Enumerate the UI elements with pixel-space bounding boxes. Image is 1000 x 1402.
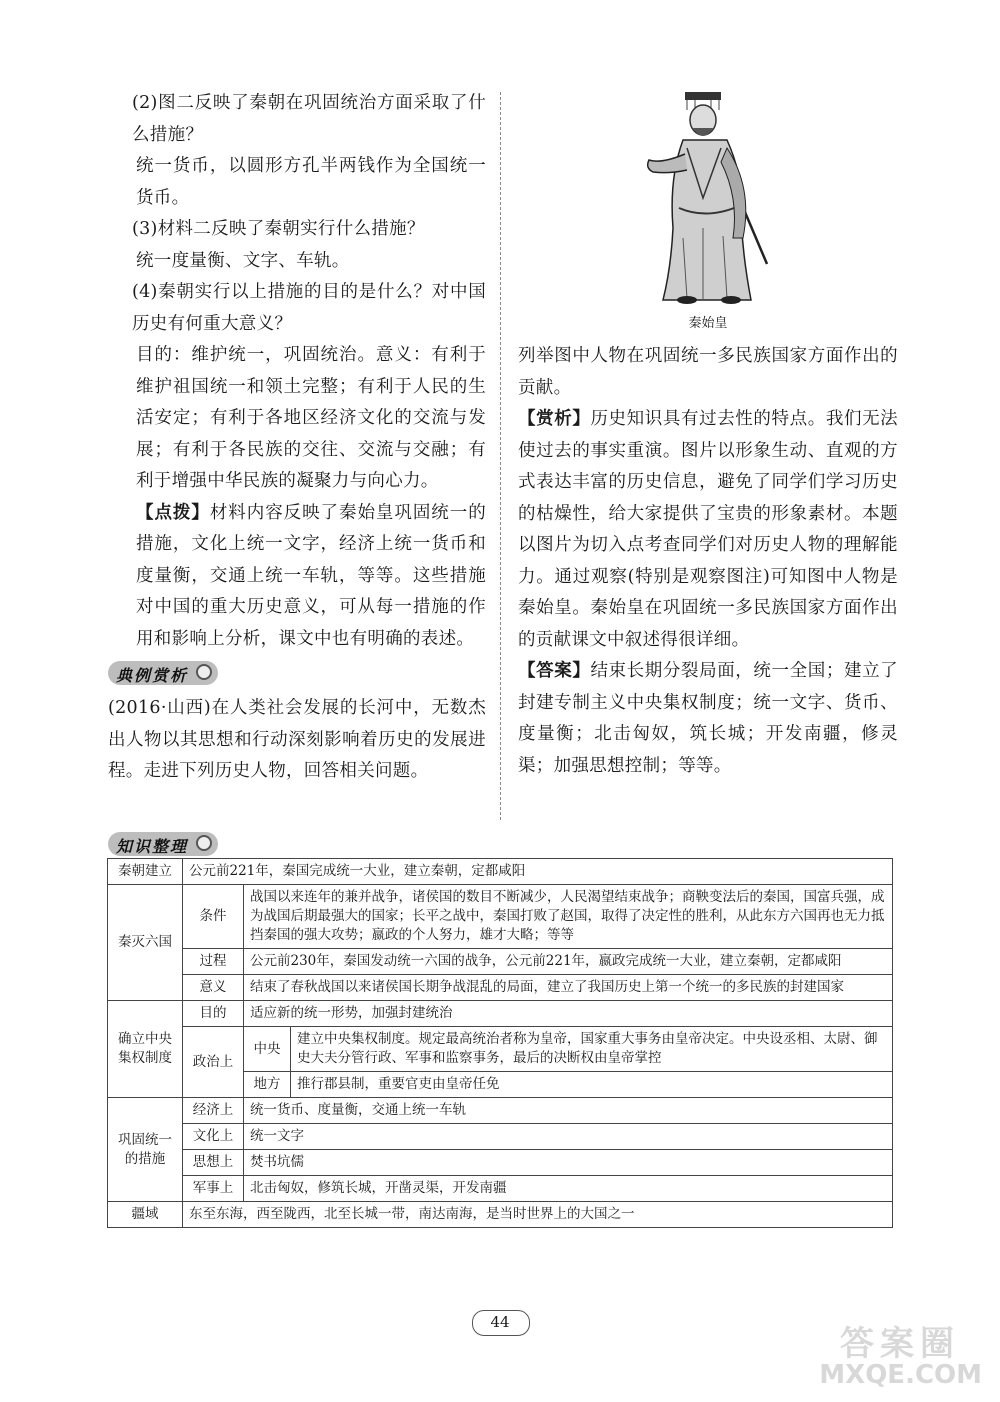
knowledge-badge-label: 知识整理 [116, 837, 189, 856]
table-subheader: 地方 [244, 1072, 291, 1098]
watermark [790, 1316, 990, 1396]
analysis-text: 历史知识具有过去性的特点。我们无法使过去的事实重演。图片以形象生动、直观的方式表达丰富的历史信息，避免了同学们学习历史的枯燥性，给大家提供了宝贵的形象素材。本题以图片为切入点考查同学们对历史人物的理解能力。通过观察(特别是观察图注)可知图中人物是秦始皇。秦始皇在巩固统一多民族国家方面作出的贡献课文中叙述得很详细。 [518, 409, 898, 650]
table-subheader: 条件 [183, 885, 244, 949]
table-cell: 结束了春秋战国以来诸侯国长期争战混乱的局面，建立了我国历史上第一个统一的多民族的封建国家 [244, 975, 893, 1001]
answer-text: 结束长期分裂局面，统一全国；建立了封建专制主义中央集权制度；统一文字、货币、度量衡；北击匈奴，筑长城；开发南疆，修灵渠；加强思想控制；等等。 [518, 661, 898, 776]
table-subheader: 思想上 [183, 1150, 244, 1176]
left-column [108, 88, 486, 788]
table-subheader: 意义 [183, 975, 244, 1001]
table-cell: 适应新的统一形势，加强封建统治 [244, 1001, 893, 1027]
table-cell: 公元前230年，秦国发动统一六国的战争，公元前221年，嬴政完成统一大业，建立秦朝，定都咸阳 [244, 949, 893, 975]
table-cell: 建立中央集权制度。规定最高统治者称为皇帝，国家重大事务由皇帝决定。中央设丞相、太尉、御史大夫分管行政、军事和监察事务，最后的决断权由皇帝掌控 [291, 1027, 893, 1072]
answer-paragraph [518, 656, 898, 782]
magnifier-icon [196, 664, 212, 680]
table-header: 确立中央集权制度 [108, 1001, 183, 1098]
table-cell: 北击匈奴，修筑长城，开凿灵渠，开发南疆 [244, 1176, 893, 1202]
question-4: (4)秦朝实行以上措施的目的是什么？对中国历史有何重大意义？ [132, 282, 486, 334]
table-row [108, 1098, 893, 1124]
table-row [108, 1202, 893, 1228]
qin-shihuang-figure [638, 88, 778, 331]
example-text: (2016·山西)在人类社会发展的长河中，无数杰出人物以其思想和行动深刻影响着历史的发展进程。走进下列历史人物，回答相关问题。 [108, 698, 486, 781]
answer-tag: 【答案】 [518, 661, 591, 681]
analysis-paragraph [518, 404, 898, 656]
question-2: (2)图二反映了秦朝在巩固统治方面采取了什么措施？ [132, 93, 486, 145]
page-number-text: 44 [490, 1313, 510, 1331]
figure-caption: 秦始皇 [688, 316, 728, 331]
table-cell: 焚书坑儒 [244, 1150, 893, 1176]
table-row [108, 1150, 893, 1176]
magnifier-icon [196, 835, 212, 851]
page-number [466, 1304, 534, 1344]
table-cell: 东至东海，西至陇西，北至长城一带，南达南海，是当时世界上的大国之一 [183, 1202, 893, 1228]
hint-text: 材料内容反映了秦始皇巩固统一的措施，文化上统一文字，经济上统一货币和度量衡，交通上统一车轨，等等。这些措施对中国的重大历史意义，可从每一措施的作用和影响上分析，课文中也有明确的表述。 [136, 502, 487, 649]
table-cell: 公元前221年，秦国完成统一大业，建立秦朝，定都咸阳 [183, 859, 893, 885]
table-subheader: 政治上 [183, 1027, 244, 1098]
column-divider [500, 92, 501, 820]
hint-paragraph [108, 498, 486, 656]
table-row [108, 949, 893, 975]
emperor-portrait-icon [643, 88, 773, 306]
example-badge [108, 661, 218, 685]
table-row [108, 975, 893, 1001]
answer-2: 统一货币，以圆形方孔半两钱作为全国统一货币。 [136, 156, 486, 208]
table-subheader: 文化上 [183, 1124, 244, 1150]
hint-tag: 【点拨】 [136, 502, 210, 523]
table-cell: 战国以来连年的兼并战争，诸侯国的数目不断减少，人民渴望结束战争；商鞅变法后的秦国，国富兵强，成为战国后期最强大的国家；长平之战中，秦国打败了赵国，取得了决定性的胜利，从此东方六国再也无力抵挡秦国的强大攻势；嬴政的个人努力，雄才大略；等等 [244, 885, 893, 949]
table-subheader: 军事上 [183, 1176, 244, 1202]
right-column [518, 88, 898, 782]
table-cell: 推行郡县制，重要官吏由皇帝任免 [291, 1072, 893, 1098]
table-row [108, 1027, 893, 1072]
table-subheader: 经济上 [183, 1098, 244, 1124]
knowledge-table [107, 858, 893, 1228]
example-badge-label: 典例赏析 [116, 666, 189, 685]
table-header: 秦灭六国 [108, 885, 183, 1001]
table-row [108, 1124, 893, 1150]
answer-4: 目的：维护统一，巩固统治。意义：有利于维护祖国统一和领土完整；有利于人民的生活安定；有利于各地区经济文化的交流与发展；有利于各民族的交往、交流与交融；有利于增强中华民族的凝聚力与向心力。 [136, 345, 486, 491]
table-subheader: 过程 [183, 949, 244, 975]
answer-3: 统一度量衡、文字、车轨。 [136, 250, 350, 271]
table-cell: 统一货币、度量衡，交通上统一车轨 [244, 1098, 893, 1124]
table-subheader: 中央 [244, 1027, 291, 1072]
knowledge-badge [108, 832, 218, 856]
table-header: 疆域 [108, 1202, 183, 1228]
question-3: (3)材料二反映了秦朝实行什么措施？ [132, 219, 425, 239]
watermark-cn: 答案圈 [840, 1324, 960, 1364]
table-header: 秦朝建立 [108, 859, 183, 885]
table-cell: 统一文字 [244, 1124, 893, 1150]
table-subheader: 目的 [183, 1001, 244, 1027]
question-text: 列举图中人物在巩固统一多民族国家方面作出的贡献。 [518, 346, 898, 398]
table-header: 巩固统一的措施 [108, 1098, 183, 1202]
table-row [108, 885, 893, 949]
watermark-en: MXQE.COM [819, 1360, 982, 1390]
table-row [108, 859, 893, 885]
table-row [108, 1001, 893, 1027]
analysis-tag: 【赏析】 [518, 409, 591, 429]
table-row [108, 1176, 893, 1202]
